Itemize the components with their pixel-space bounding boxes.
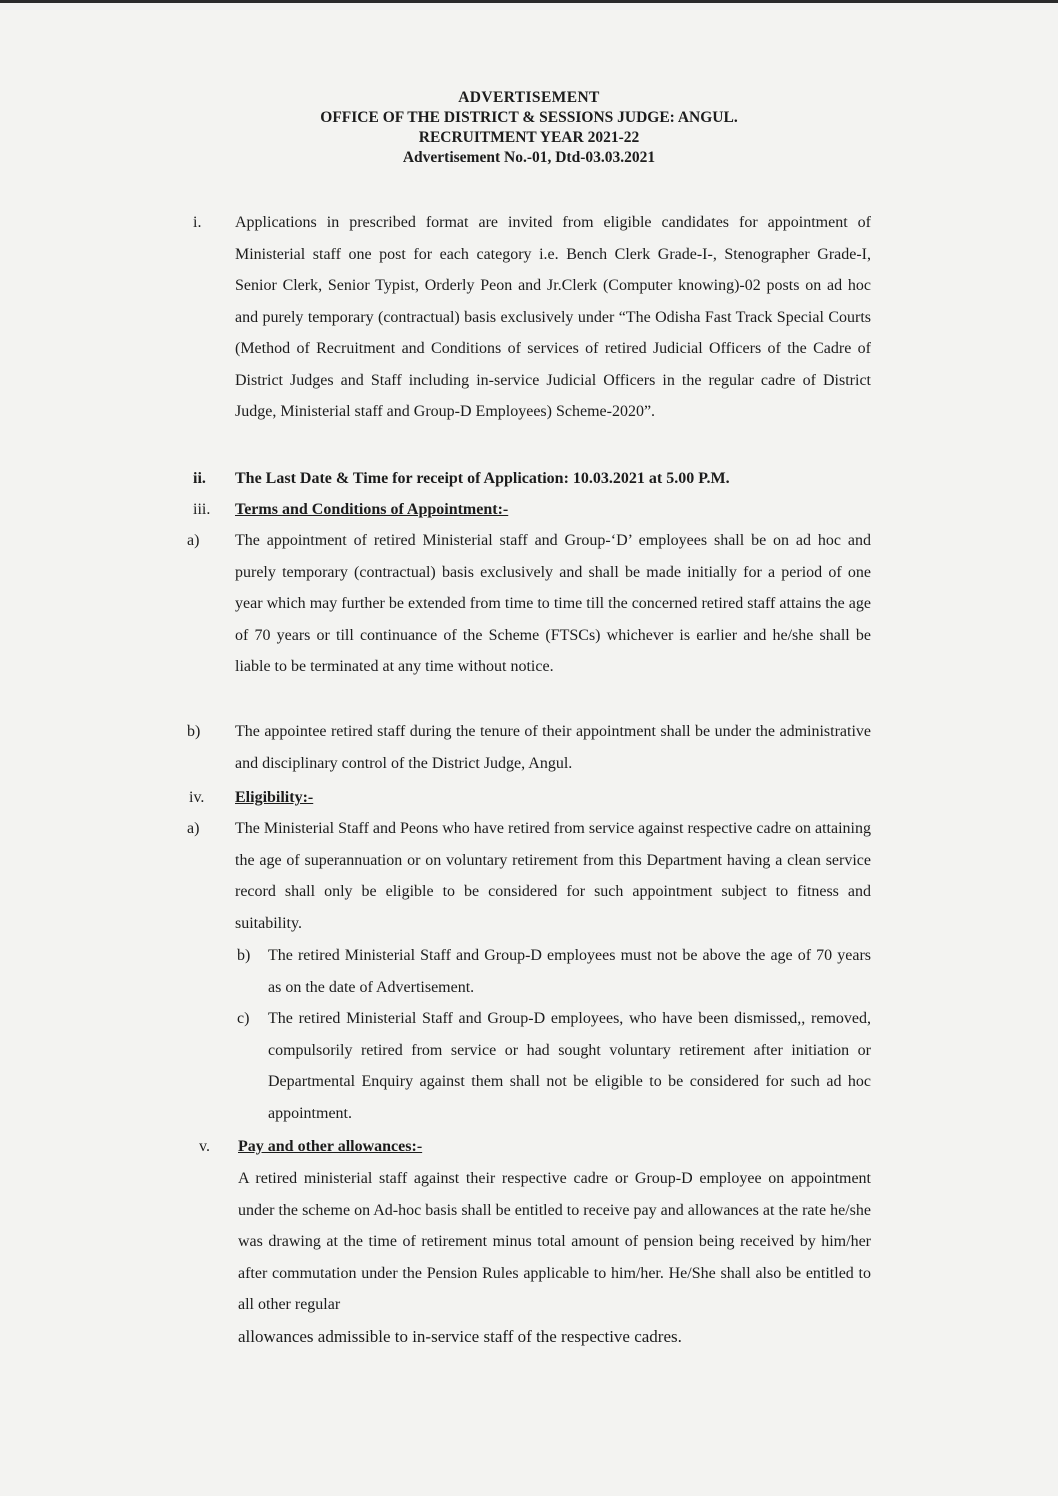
section-3b-marker: b) [187, 723, 201, 740]
section-3a-text: The appointment of retired Ministerial staff and Group-‘D’ employees shall be on ad hoc and purely temporary (contractual) basis exclusively and shall be made initially for a period of one year which may further be extended from time to time till the concerned retired staff attains the age of 70 years or till continuance of the Scheme (FTSCs) whichever is earlier and he/she shall be liable to be terminated at any time without notice. [235, 532, 871, 675]
section-4a-marker: a) [187, 820, 200, 837]
section-4-marker: iv. [189, 789, 205, 806]
header-office: OFFICE OF THE DISTRICT & SESSIONS JUDGE: ANGUL. [320, 109, 738, 126]
section-1-marker: i. [193, 214, 202, 231]
section-2-marker: ii. [193, 470, 206, 487]
document-header [0, 88, 1058, 168]
section-1-text: Applications in prescribed format are invited from eligible candidates for appointment of Ministerial staff one post for each category i.e. Bench Clerk Grade-I-, Stenographer Grade-I, Senior Clerk, Senior Typist, Orderly Peon and Jr.Clerk (Computer knowing)-02 posts on ad hoc and purely temporary (contractual) basis exclusively under “The Odisha Fast Track Special Courts (Method of Recruitment and Conditions of services of retired Judicial Officers of the Cadre of District Judges and Staff including in-service Judicial Officers in the regular cadre of District Judge, Ministerial staff and Group-D Employees) Scheme-2020”. [235, 214, 871, 420]
section-5-heading: Pay and other allowances:- [238, 1138, 423, 1155]
section-4-heading: Eligibility:- [235, 789, 314, 806]
header-title: ADVERTISEMENT [458, 89, 600, 106]
scan-edge [0, 0, 1058, 3]
section-2-text: The Last Date & Time for receipt of Application: 10.03.2021 at 5.00 P.M. [235, 470, 730, 487]
section-3a-marker: a) [187, 532, 200, 549]
section-4b-text: The retired Ministerial Staff and Group-D employees must not be above the age of 70 years as on the date of Advertisement. [268, 947, 871, 996]
section-4c-marker: c) [237, 1010, 250, 1027]
section-4b-marker: b) [237, 947, 251, 964]
section-5-text: A retired ministerial staff against their respective cadre or Group-D employee on appointment under the scheme on Ad-hoc basis shall be entitled to receive pay and allowances at the rate he/she was drawing at the time of retirement minus total amount of pension being received by him/her after commutation under the Pension Rules applicable to him/her. He/She shall also be entitled to all other regular [238, 1170, 871, 1313]
section-3-heading: Terms and Conditions of Appointment:- [235, 501, 509, 518]
section-4c-text: The retired Ministerial Staff and Group-D employees, who have been dismissed,, removed, compulsorily retired from service or had sought voluntary retirement after initiation or Departmental Enquiry against them shall not be eligible to be considered for such ad hoc appointment. [268, 1010, 871, 1122]
section-3b-text: The appointee retired staff during the tenure of their appointment shall be under the administrative and disciplinary control of the District Judge, Angul. [235, 723, 871, 772]
section-5-marker: v. [199, 1138, 210, 1155]
header-ref: Advertisement No.-01, Dtd-03.03.2021 [402, 149, 656, 166]
section-5-last-line: allowances admissible to in-service staff of the respective cadres. [238, 1327, 682, 1346]
section-4a-text: The Ministerial Staff and Peons who have retired from service against respective cadre on attaining the age of superannuation or on voluntary retirement from this Department having a clean service record shall only be eligible to be considered for such appointment subject to fitness and suitability. [235, 820, 871, 932]
header-year: RECRUITMENT YEAR 2021-22 [418, 129, 640, 146]
section-3-marker: iii. [193, 501, 211, 518]
